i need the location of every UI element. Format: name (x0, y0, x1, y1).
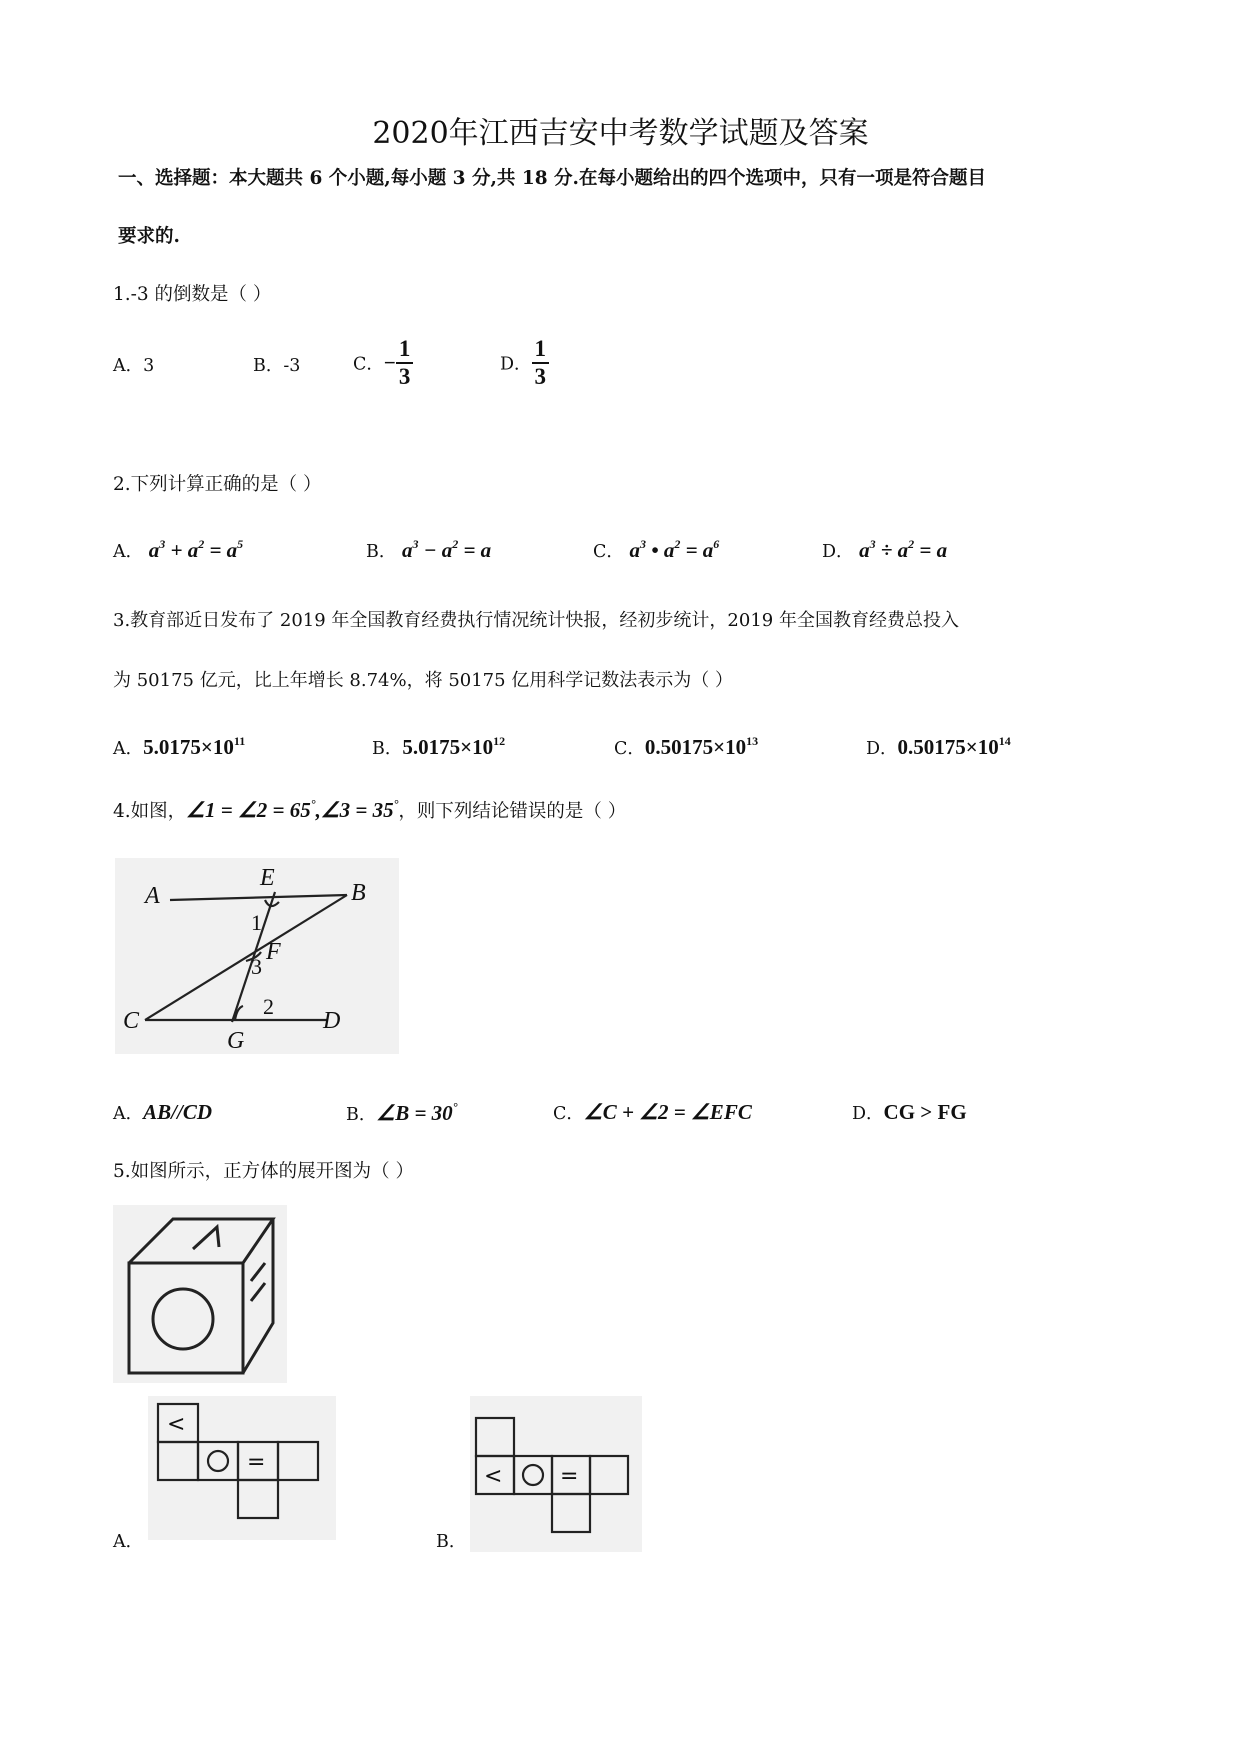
net-a-diagram (148, 1396, 336, 1540)
q1-option-d-fraction (532, 336, 550, 390)
net-b-eq-symbol: = (560, 1464, 579, 1489)
q3-option-d-label: D． (866, 739, 898, 759)
q2-option-b-expression: $a^3 - a^2 = a$ (401, 537, 492, 562)
section-instruction-line2: 要求的. (118, 226, 180, 247)
q2-option-a-label: A． (113, 542, 144, 562)
q5-cube-figure (113, 1205, 287, 1383)
q4-option-b (346, 1100, 458, 1126)
q2-option-a (113, 537, 243, 563)
q3-option-c-value: $0.50175\times 10^{13}$ (644, 734, 759, 759)
angle-face-symbol (193, 1227, 219, 1249)
q3-option-d-value: $0.50175\times 10^{14}$ (897, 734, 1011, 759)
q3-option-b (372, 734, 505, 760)
q2-option-c-expression: $a^3$ • $a^2 = a^6$ (629, 537, 720, 562)
net-a-eq-symbol: = (247, 1450, 266, 1475)
circle-face-symbol (153, 1289, 213, 1349)
equals-face-symbol-line1 (251, 1263, 265, 1281)
q1-option-c-sign: − (383, 350, 396, 375)
q5-option-b-net (470, 1396, 642, 1552)
q4-option-c-label: C． (553, 1104, 584, 1124)
net-a-lt-symbol: < (167, 1412, 186, 1437)
q1-option-d-numerator: 1 (532, 336, 550, 364)
label-b: B (351, 880, 366, 906)
q4-option-a-label: A． (113, 1104, 144, 1124)
q3-option-a (113, 734, 245, 760)
q2-option-b (366, 537, 491, 563)
question-3-stem-line2: 为 50175 亿元，比上年增长 8.74%，将 50175 亿用科学记数法表示为（ ） (113, 670, 734, 691)
equals-face-symbol-line2 (251, 1283, 265, 1301)
q1-option-d-denominator: 3 (534, 364, 547, 389)
q4-option-a-math: AB//CD (143, 1100, 212, 1124)
q3-option-c (614, 734, 758, 760)
q4-stem-prefix: 4.如图， (113, 801, 187, 822)
q1-option-c-fraction (396, 336, 414, 390)
q4-geometry-diagram (115, 858, 399, 1054)
label-angle-3: 3 (251, 954, 262, 979)
q1-option-b: B．-3 (253, 356, 301, 376)
q4-option-d (852, 1100, 967, 1125)
q4-option-c (553, 1100, 752, 1125)
q4-option-c-math: ∠C + ∠2 = ∠EFC (583, 1100, 752, 1124)
q5-option-a-net (148, 1396, 336, 1540)
label-angle-1: 1 (251, 910, 262, 935)
q2-option-d-label: D． (822, 542, 854, 562)
section-instruction-line1: 一、选择题：本大题共 6 个小题,每小题 3 分,共 18 分.在每小题给出的四个选项中，只有一项是符合题目 (118, 168, 986, 189)
question-4-stem (113, 797, 626, 823)
q1-option-c-numerator: 1 (396, 336, 414, 364)
q2-option-d-expression: $a^3 \div a^2 = a$ (859, 537, 948, 562)
q2-option-d (822, 537, 947, 563)
q1-option-a: A．3 (113, 356, 155, 376)
q4-stem-suffix: ，则下列结论错误的是（ ） (398, 801, 627, 822)
label-g: G (227, 1028, 245, 1054)
q1-option-c-label: C． (353, 354, 384, 375)
q1-option-d (500, 336, 549, 390)
net-b-lt-symbol: < (484, 1464, 503, 1489)
q4-option-a (113, 1100, 212, 1125)
label-d: D (323, 1008, 341, 1034)
net-b-circle-symbol (523, 1465, 543, 1485)
q4-option-b-label: B． (346, 1105, 377, 1125)
q3-option-a-label: A． (113, 739, 144, 759)
label-f: F (266, 939, 281, 965)
label-e: E (260, 865, 275, 891)
q2-option-b-label: B． (366, 542, 397, 562)
q4-option-d-math: CG > FG (883, 1100, 967, 1124)
question-5-stem: 5.如图所示，正方体的展开图为（ ） (113, 1161, 415, 1182)
q3-option-b-label: B． (372, 739, 403, 759)
label-a: A (145, 883, 160, 909)
q2-option-a-expression: $a^3 + a^2 = a^5$ (148, 537, 244, 562)
net-a-circle-symbol (208, 1451, 228, 1471)
line-cb (145, 895, 347, 1020)
q4-option-b-math: ∠B = 30° (376, 1100, 458, 1125)
q4-figure (115, 858, 399, 1054)
q1-option-d-label: D． (500, 354, 532, 375)
q5-option-a-label: A． (113, 1532, 144, 1552)
q1-option-c-denominator: 3 (398, 364, 411, 389)
q4-stem-math: ∠1 = ∠2 = 65°,∠3 = 35° (186, 797, 399, 822)
question-1-stem: 1.-3 的倒数是（ ） (113, 284, 272, 305)
cube-diagram (113, 1205, 287, 1383)
page-title: 2020年江西吉安中考数学试题及答案 (372, 116, 869, 151)
q4-option-d-label: D． (852, 1104, 884, 1124)
label-angle-2: 2 (263, 994, 274, 1019)
label-c: C (123, 1008, 140, 1034)
q3-option-b-value: $5.0175\times 10^{12}$ (402, 734, 506, 759)
question-3-stem-line1: 3.教育部近日发布了 2019 年全国教育经费执行情况统计快报，经初步统计，2019 年全国教育经费总投入 (113, 610, 959, 631)
line-ab (170, 895, 347, 900)
q1-option-c (353, 336, 413, 390)
q5-option-b-label: B． (436, 1532, 467, 1552)
q2-option-c-label: C． (593, 542, 624, 562)
q3-option-c-label: C． (614, 739, 645, 759)
net-b-diagram (470, 1396, 642, 1552)
q3-option-d (866, 734, 1011, 760)
q3-option-a-value: $5.0175\times 10^{11}$ (143, 734, 246, 759)
q2-option-c (593, 537, 719, 563)
question-2-stem: 2.下列计算正确的是（ ） (113, 474, 322, 495)
